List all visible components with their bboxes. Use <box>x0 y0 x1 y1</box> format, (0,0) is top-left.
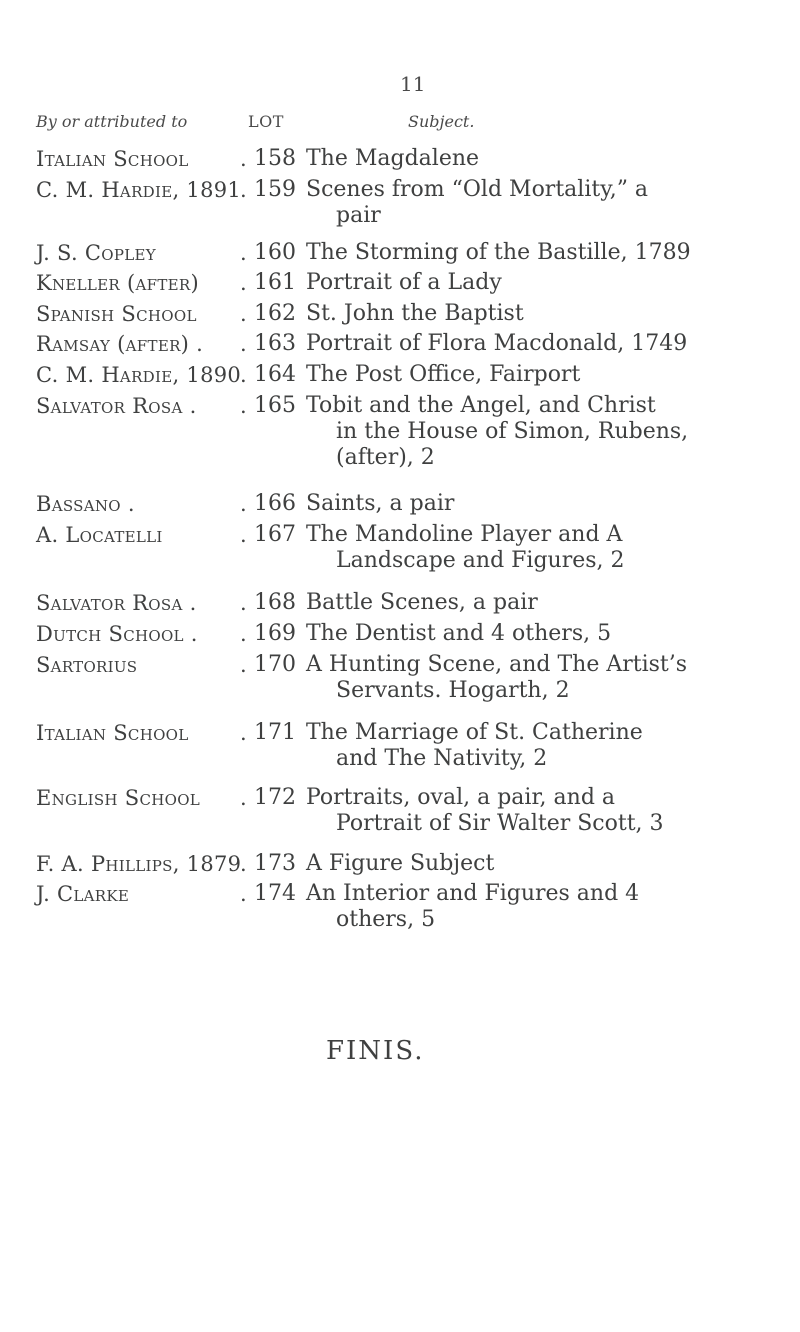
leader-dot: . <box>240 653 247 677</box>
subject-line: Servants. Hogarth, 2 <box>336 678 570 703</box>
artist-name: J. Clarke <box>36 882 130 906</box>
leader-dot: . <box>240 363 247 387</box>
artist-name: C. M. Hardie, 1891 <box>36 178 242 202</box>
artist-name: Ramsay (after) . <box>36 332 204 356</box>
subject-description <box>306 851 784 877</box>
artist-column-header: By or attributed to <box>36 112 188 131</box>
subject-line: The Mandoline Player and A <box>306 522 623 547</box>
subject-description <box>306 522 784 574</box>
subject-line: in the House of Simon, Rubens, <box>336 419 689 444</box>
artist-name: Salvator Rosa . <box>36 591 197 615</box>
subject-line: Portraits, oval, a pair, and a <box>306 785 616 810</box>
subject-line: An Interior and Figures and 4 <box>306 881 640 906</box>
subject-description <box>306 621 784 647</box>
leader-dot: . <box>240 882 247 906</box>
subject-description <box>306 240 784 266</box>
lot-number: 173 <box>254 851 296 876</box>
leader-dot: . <box>240 492 247 516</box>
lot-number: 168 <box>254 590 296 615</box>
lot-number: 163 <box>254 331 296 356</box>
leader-dot: . <box>240 786 247 810</box>
lot-number: 165 <box>254 393 296 418</box>
subject-description <box>306 590 784 616</box>
lot-column-header: LOT <box>248 112 284 131</box>
subject-line: pair <box>336 203 381 228</box>
lot-number: 172 <box>254 785 296 810</box>
subject-description <box>306 362 784 388</box>
subject-line: Tobit and the Angel, and Christ <box>306 393 656 418</box>
artist-name: J. S. Copley <box>36 241 156 265</box>
subject-line: St. John the Baptist <box>306 301 524 326</box>
subject-description <box>306 393 784 471</box>
artist-name: Italian School <box>36 147 189 171</box>
subject-line: The Magdalene <box>306 146 480 171</box>
subject-description <box>306 491 784 517</box>
subject-line: Scenes from “Old Mortality,” a <box>306 177 649 202</box>
artist-name: F. A. Phillips, 1879 <box>36 852 242 876</box>
leader-dot: . <box>240 241 247 265</box>
lot-number: 171 <box>254 720 296 745</box>
leader-dot: . <box>240 591 247 615</box>
subject-description <box>306 146 784 172</box>
artist-name: Sartorius <box>36 653 138 677</box>
subject-description <box>306 652 784 704</box>
leader-dot: . <box>240 302 247 326</box>
lot-number: 159 <box>254 177 296 202</box>
subject-line: Portrait of Sir Walter Scott, 3 <box>336 811 664 836</box>
subject-description <box>306 301 784 327</box>
lot-number: 164 <box>254 362 296 387</box>
artist-name: Kneller (after) <box>36 271 199 295</box>
leader-dot: . <box>240 622 247 646</box>
leader-dot: . <box>240 332 247 356</box>
artist-name: Bassano . <box>36 492 135 516</box>
leader-dot: . <box>240 394 247 418</box>
artist-name: Spanish School <box>36 302 197 326</box>
leader-dot: . <box>240 852 247 876</box>
leader-dot: . <box>240 147 247 171</box>
subject-description <box>306 177 784 229</box>
subject-line: The Storming of the Bastille, 1789 <box>306 240 691 265</box>
lot-number: 162 <box>254 301 296 326</box>
leader-dot: . <box>240 523 247 547</box>
subject-description <box>306 331 784 357</box>
subject-description <box>306 270 784 296</box>
lot-number: 167 <box>254 522 296 547</box>
subject-line: A Hunting Scene, and The Artist’s <box>306 652 688 677</box>
subject-description <box>306 881 784 933</box>
leader-dot: . <box>240 271 247 295</box>
subject-line: A Figure Subject <box>306 851 495 876</box>
subject-description <box>306 785 784 837</box>
lot-number: 158 <box>254 146 296 171</box>
lot-number: 166 <box>254 491 296 516</box>
subject-line: Battle Scenes, a pair <box>306 590 538 615</box>
subject-line: Portrait of a Lady <box>306 270 502 295</box>
leader-dot: . <box>240 178 247 202</box>
subject-line: (after), 2 <box>336 445 435 470</box>
subject-line: and The Nativity, 2 <box>336 746 548 771</box>
subject-line: The Marriage of St. Catherine <box>306 720 643 745</box>
subject-line: The Post Office, Fairport <box>306 362 581 387</box>
subject-line: Landscape and Figures, 2 <box>336 548 625 573</box>
artist-name: C. M. Hardie, 1890 <box>36 363 242 387</box>
artist-name: Italian School <box>36 721 189 745</box>
subject-line: Portrait of Flora Macdonald, 1749 <box>306 331 688 356</box>
finis-text: FINIS. <box>326 1036 425 1066</box>
subject-line: Saints, a pair <box>306 491 455 516</box>
artist-name: English School <box>36 786 201 810</box>
artist-name: Salvator Rosa . <box>36 394 197 418</box>
leader-dot: . <box>240 721 247 745</box>
subject-line: others, 5 <box>336 907 436 932</box>
lot-number: 170 <box>254 652 296 677</box>
subject-line: The Dentist and 4 others, 5 <box>306 621 612 646</box>
page-number: 11 <box>400 72 426 96</box>
subject-column-header: Subject. <box>408 112 475 131</box>
subject-description <box>306 720 784 772</box>
lot-number: 169 <box>254 621 296 646</box>
lot-number: 161 <box>254 270 296 295</box>
lot-number: 174 <box>254 881 296 906</box>
lot-number: 160 <box>254 240 296 265</box>
artist-name: Dutch School . <box>36 622 198 646</box>
artist-name: A. Locatelli <box>36 523 163 547</box>
